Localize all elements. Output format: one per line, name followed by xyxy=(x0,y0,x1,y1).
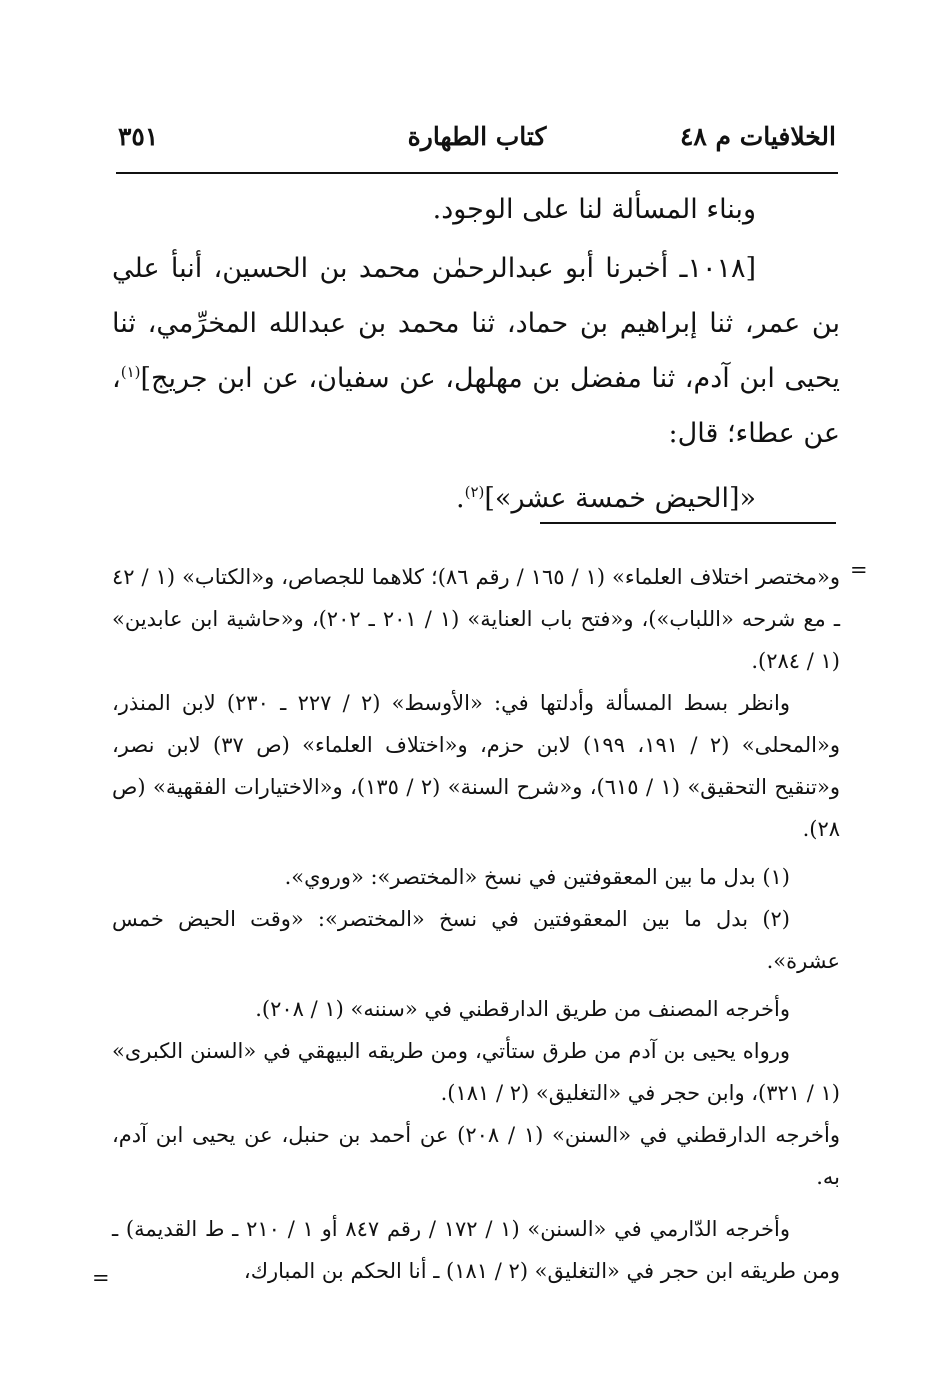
footnote-paragraph: ورواه يحيى بن آدم من طرق ستأتي، ومن طريقه البيهقي في «السنن الكبرى» (١ / ٣٢١)، وابن حجر في «التغليق» (٢ / ١٨١). xyxy=(112,1039,840,1105)
footnote-divider xyxy=(540,522,836,524)
footnote-paragraph: وانظر بسط المسألة وأدلتها في: «الأوسط» (٢ / ٢٢٧ ـ ٢٣٠) لابن المنذر، و«المحلى» (٢ / ١٩١، ١٩٩) لابن حزم، و«اختلاف العلماء» (ص ٣٧) لابن نصر، و«تنقيح التحقيق» (١ / ٦١٥)، و«شرح السنة» (٢ / ١٣٥)، و«الاختيارات الفقهية» (ص ٢٨). xyxy=(112,691,841,841)
footnote-paragraph: وأخرجه المصنف من طريق الدارقطني في «سننه» (١ / ٢٠٨). xyxy=(255,997,790,1021)
header-page-number: ٣٥١ xyxy=(118,122,159,151)
footnote-continuation-end: = xyxy=(92,1266,110,1290)
footnote-continued: و«مختصر اختلاف العلماء» (١ / ١٦٥ / رقم ٨٦)؛ كلاهما للجصاص، و«الكتاب» (١ / ٤٢ ـ مع شرحه «اللباب»)، و«فتح باب العناية» (١ / ٢٠١ ـ ٢٠٢)، و«حاشية ابن عابدين» (١ / ٢٨٤). xyxy=(112,565,840,673)
header-divider xyxy=(116,172,838,174)
hadith-text-tail: . xyxy=(456,483,465,514)
footnote-ref-2[interactable]: (٢) xyxy=(464,483,485,501)
hadith-text: «[الحيض خمسة عشر»] xyxy=(484,483,756,514)
header-chapter-title: كتاب الطهارة xyxy=(407,122,547,151)
main-quote xyxy=(112,471,840,526)
hadith-chain: [١٠١٨ـ أخبرنا أبو عبدالرحمٰن محمد بن الحسين، أنبأ علي بن عمر، ثنا إبراهيم بن حماد، ثنا محمد بن عبدالله المخرِّمي، ثنا يحيى ابن آدم، ثنا مفضل بن مهلهل، عن سفيان، عن ابن جريج] xyxy=(112,253,840,394)
footnote-2: (٢) بدل ما بين المعقوفتين في نسخ «المختصر»: «وقت الحيض خمس عشرة». xyxy=(112,907,840,973)
main-paragraph-2 xyxy=(112,241,840,461)
hadith-chain-tail: ، عن عطاء؛ قال: xyxy=(112,363,840,449)
main-paragraph-1: وبناء المسألة لنا على الوجود. xyxy=(432,194,756,225)
footnote-paragraph: وأخرجه الدارقطني في «السنن» (١ / ٢٠٨) عن أحمد بن حنبل، عن يحيى ابن آدم، به. xyxy=(112,1123,840,1189)
footnote-paragraph: وأخرجه الدّارمي في «السنن» (١ / ١٧٢ / رقم ٨٤٧ أو ١ / ٢١٠ ـ ط القديمة) ـ ومن طريقه ابن حجر في «التغليق» (٢ / ١٨١) ـ أنا الحكم بن المبارك، xyxy=(112,1217,840,1283)
header-book-ref: الخلافيات م ٤٨ xyxy=(679,122,836,151)
main-text xyxy=(112,182,840,526)
footnote-continuation-start: = xyxy=(850,558,868,582)
footnote-1: (١) بدل ما بين المعقوفتين في نسخ «المختصر»: «وروي». xyxy=(284,865,790,889)
page-header xyxy=(118,118,836,158)
footnotes xyxy=(112,556,840,1292)
footnote-ref-1[interactable]: (١) xyxy=(120,363,141,381)
